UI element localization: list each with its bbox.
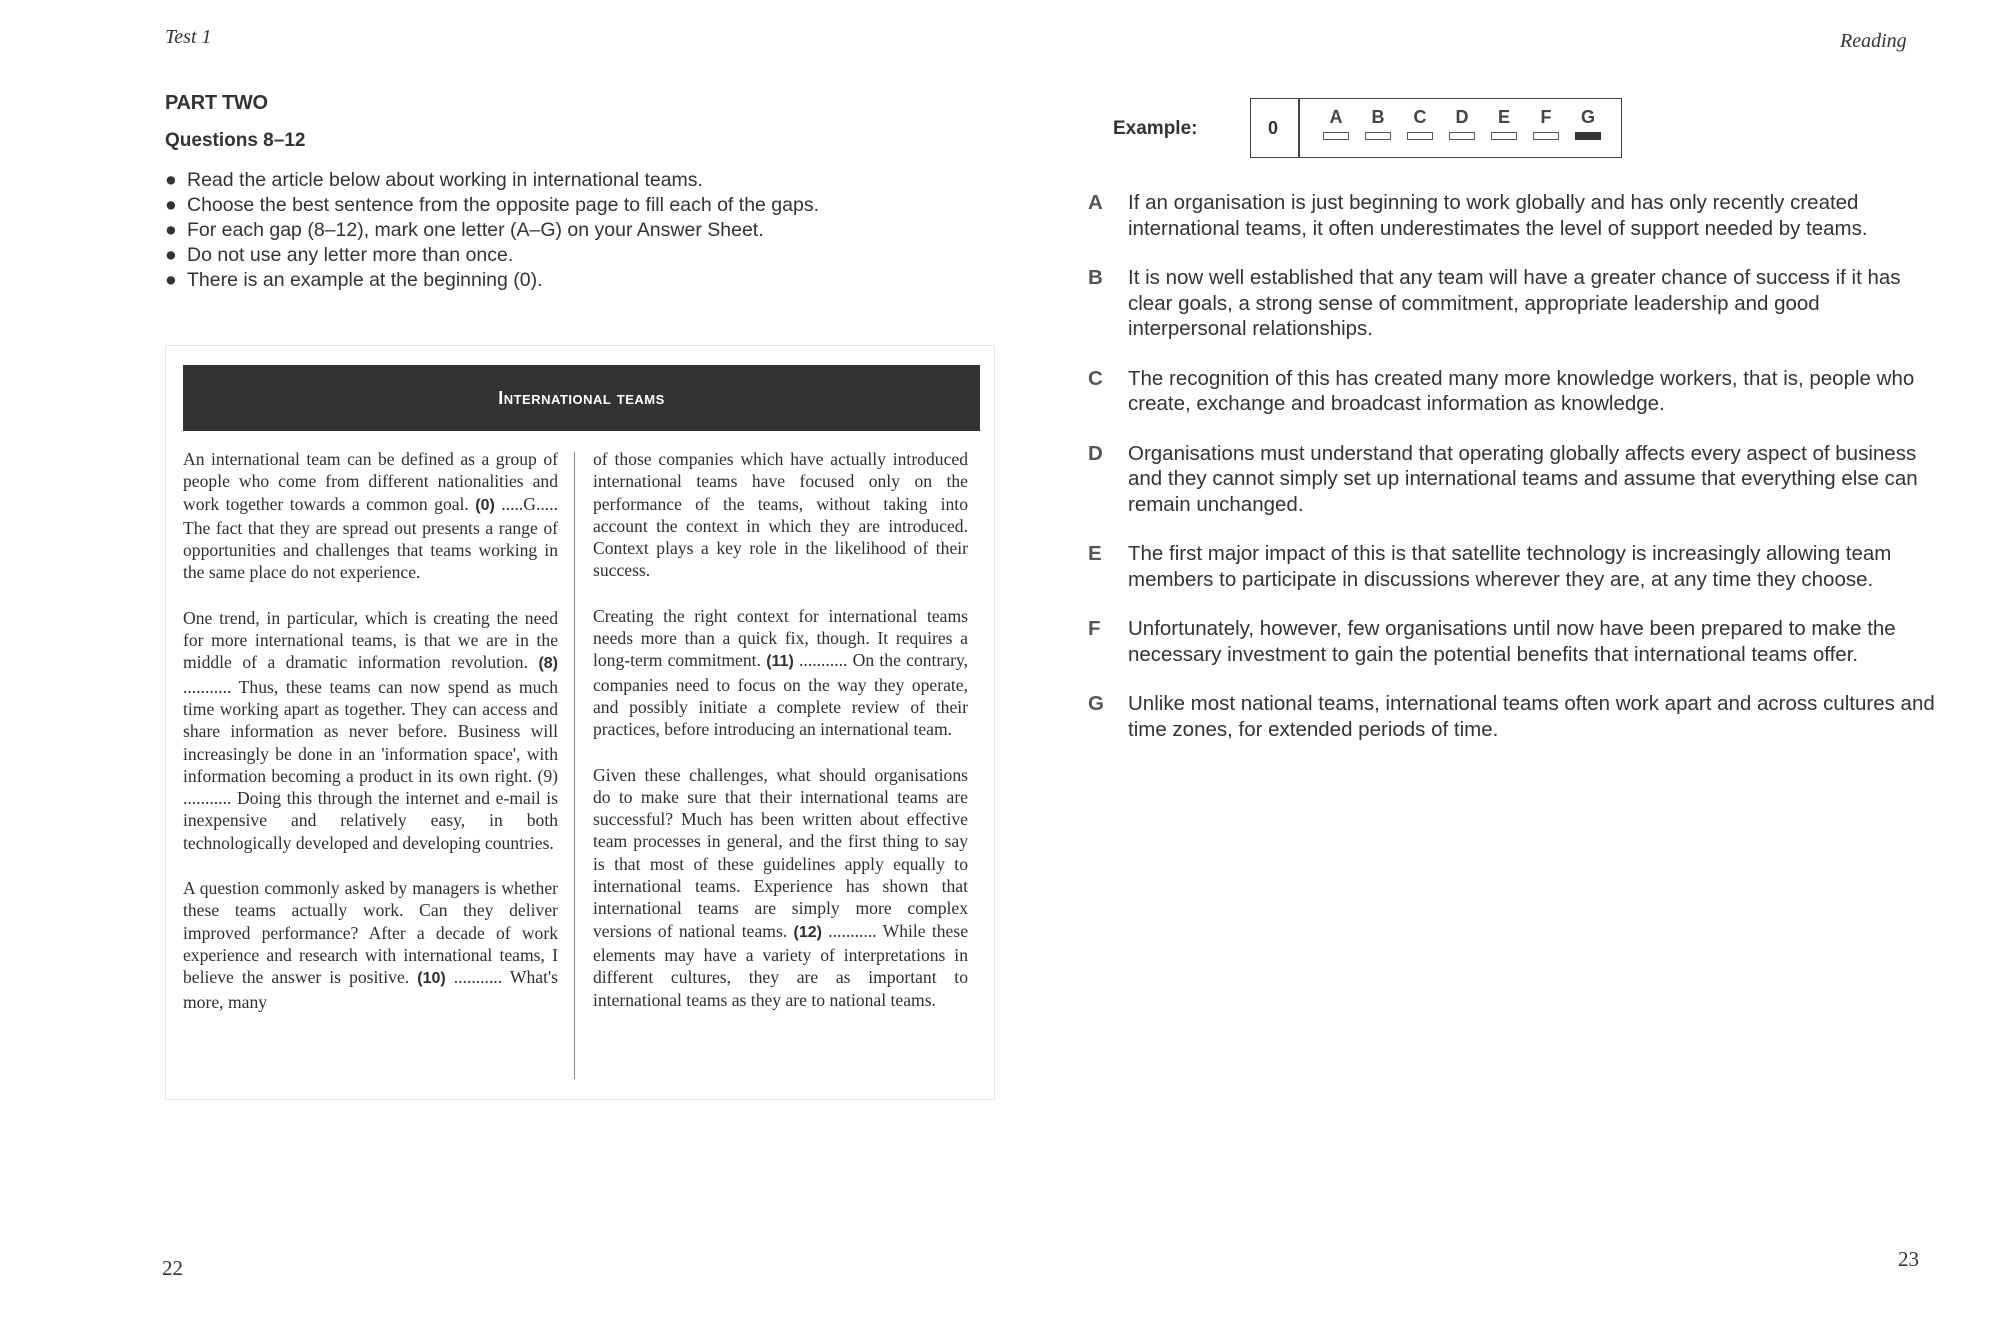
instructions-list (165, 168, 819, 293)
option-c: C The recognition of this has created many more knowledge workers, that is, people who create, exchange and broadcast information as knowledge. (1088, 366, 1915, 415)
running-head-right: Reading (1840, 30, 1907, 52)
gap-marker: (12) (793, 923, 822, 941)
article-paragraph: An international team can be defined as a group of people who come from different nationalities and work together towards a common goal. (0) .....G..... The fact that they are spread out presents a range of opportunities and challenges that teams working in the same place do not experience. (183, 449, 559, 583)
answer-bubble (1449, 132, 1475, 140)
answer-bubble (1407, 132, 1433, 140)
answer-option-a: A (1322, 106, 1350, 140)
gap-marker: (8) (538, 655, 558, 673)
article-paragraph: Creating the right context for international teams needs more than a quick fix, though. It requires a long-term commitment. (11) ........... On the contrary, companies need to focus on the way they operate, and possibly initiate a complete review of their practices, before introducing an international team. (593, 605, 968, 740)
bullet-icon: ● (165, 244, 177, 266)
answer-option-e: E (1490, 106, 1518, 140)
answer-bubble-marked (1575, 132, 1601, 140)
page-number-left: 22 (162, 1256, 183, 1280)
answer-bubble (1533, 132, 1559, 140)
instruction-item: ● For each gap (8–12), mark one letter (A–G) on your Answer Sheet. (165, 219, 764, 241)
article-paragraph: A question commonly asked by managers is whether these teams actually work. Can they deliver improved performance? After a decade of work experience and research with international teams, I believe the answer is positive. (10) ........... What's more, many (183, 878, 558, 1012)
questions-title: Questions 8–12 (165, 130, 306, 151)
option-e: E The first major impact of this is that satellite technology is increasingly allowing team members to participate in discussions wherever they are, at any time they choose. (1088, 542, 1892, 591)
article-paragraph: One trend, in particular, which is creating the need for more international teams, is that we are in the middle of a dramatic information revolution. (8) ........... Thus, these teams can now spend as much time working apart as together. They can access and share information as never before. Business will increasingly be done in an 'information space', with information becoming a product in its own right. (9) ........... Doing this through the internet and e-mail is inexpensive and relatively easy, in both technologically developed and developing countries. (183, 607, 558, 853)
article-banner (183, 365, 980, 431)
answer-option-c: C (1406, 106, 1434, 140)
page-number-right: 23 (1898, 1247, 1919, 1271)
article-title: International teams (498, 387, 665, 408)
option-f: F Unfortunately, however, few organisations until now have been prepared to make the necessary investment to gain the potential benefits that international teams offer. (1088, 617, 1896, 666)
bullet-icon: ● (165, 169, 177, 191)
running-head-left: Test 1 (165, 26, 212, 48)
example-number: 0 (1268, 118, 1279, 138)
option-d: D Organisations must understand that operating globally affects every aspect of business and they cannot simply set up international teams and assume that everything else can remain unchanged. (1088, 441, 1918, 516)
article-right-column (593, 448, 968, 1034)
sentence-options (1088, 190, 1938, 766)
answer-option-f: F (1532, 106, 1560, 140)
answer-option-g: G (1574, 106, 1602, 140)
column-divider (574, 452, 575, 1079)
answer-option-d: D (1448, 106, 1476, 140)
answer-bubble (1365, 132, 1391, 140)
part-title: PART TWO (165, 92, 268, 114)
answer-bubble (1491, 132, 1517, 140)
article-paragraph: of those companies which have actually introduced international teams have focused only on the performance of the teams, without taking into account the context in which they are introduced. Context plays a key role in the likelihood of their success. (593, 449, 968, 581)
bullet-icon: ● (165, 194, 177, 216)
instruction-item: ● Read the article below about working in international teams. (165, 169, 703, 191)
article-paragraph: Given these challenges, what should organisations do to make sure that their international teams are successful? Much has been written about effective team processes in general, and the first thing to say is that most of these guidelines apply equally to international teams. Experience has shown that international teams are simply more complex versions of national teams. (12) ........... While these elements may have a variety of interpretations in different cultures, they are as important to international teams as they are to national teams. (593, 764, 968, 1010)
option-a: A If an organisation is just beginning to work globally and has only recently created international teams, it often underestimates the level of support needed by teams. (1088, 191, 1868, 240)
gap-marker: (11) (766, 653, 794, 671)
gap-marker: (10) (417, 970, 446, 988)
instruction-item: ● There is an example at the beginning (0). (165, 269, 543, 291)
article-left-column (183, 448, 558, 1036)
instruction-item: ● Do not use any letter more than once. (165, 244, 514, 266)
instruction-item: ● Choose the best sentence from the opposite page to fill each of the gaps. (165, 194, 819, 216)
option-g: G Unlike most national teams, international teams often work apart and across cultures and time zones, for extended periods of time. (1088, 692, 1935, 741)
example-divider (1298, 99, 1300, 157)
answer-bubble (1323, 132, 1349, 140)
example-letter-row (1322, 106, 1602, 140)
option-b: B It is now well established that any team will have a greater chance of success if it has clear goals, a strong sense of commitment, appropriate leadership and good interpersonal relationships. (1088, 266, 1901, 340)
gap-marker: (0) (475, 496, 495, 514)
answer-option-b: B (1364, 106, 1392, 140)
bullet-icon: ● (165, 269, 177, 291)
bullet-icon: ● (165, 219, 177, 241)
example-label: Example: (1113, 118, 1198, 139)
